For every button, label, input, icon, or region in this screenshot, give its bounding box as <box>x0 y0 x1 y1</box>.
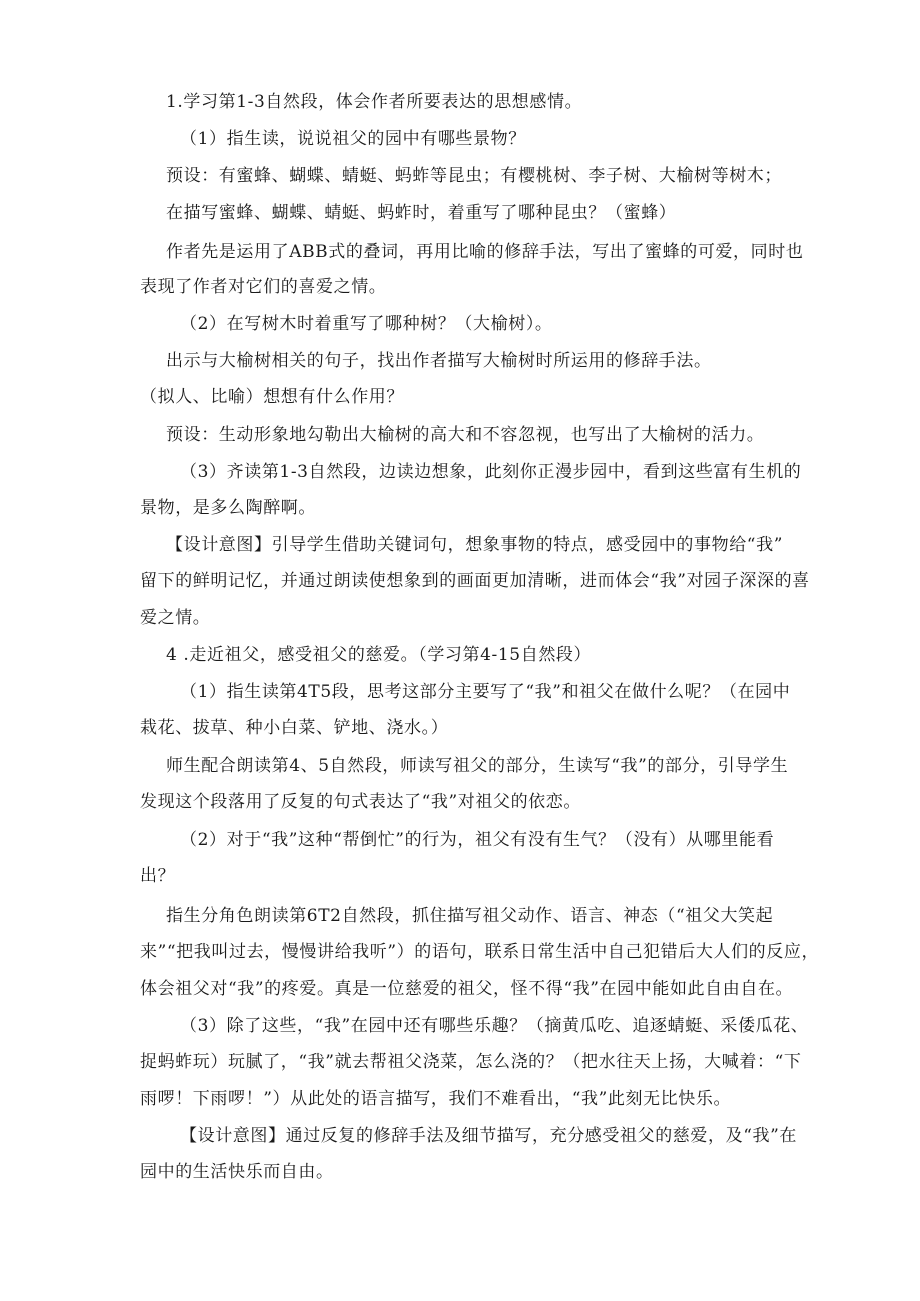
text-line: 预设：生动形象地勾勒出大榆树的高大和不容忽视，也写出了大榆树的活力。 <box>166 425 765 445</box>
text-line: 园中的生活快乐而自由。 <box>140 1162 334 1182</box>
text-line: 爱之情。 <box>140 608 211 628</box>
text-line: 发现这个段落用了反复的句式表达了“我”对祖父的依恋。 <box>140 792 581 812</box>
text-line: 预设：有蜜蜂、蝴蝶、蜻蜓、蚂蚱等昆虫；有樱桃树、李子树、大榆树等树木； <box>166 166 782 186</box>
text-line: 指生分角色朗读第6T2自然段，抓住描写祖父动作、语言、神态（“祖父大笑起 <box>166 906 774 926</box>
text-line: 出？ <box>140 866 176 886</box>
text-line: 体会祖父对“我”的疼爱。真是一位慈爱的祖父，怪不得“我”在园中能如此自由自在。 <box>140 979 794 999</box>
text-line: 4 .走近祖父，感受祖父的慈爱。（学习第4-15自然段） <box>166 645 592 665</box>
text-line: 【设计意图】引导学生借助关键词句，想象事物的特点，感受园中的事物给“我” <box>166 535 783 555</box>
text-line: 作者先是运用了ABB式的叠词，再用比喻的修辞手法，写出了蜜蜂的可爱，同时也 <box>166 242 804 262</box>
text-line: 留下的鲜明记忆，并通过朗读使想象到的画面更加清晰，进而体会“我”对园子深深的喜 <box>140 571 810 591</box>
text-line: （1）指生读，说说祖父的园中有哪些景物？ <box>180 129 526 149</box>
text-line: 栽花、拔草、种小白菜、铲地、浇水。） <box>140 718 449 738</box>
text-line: 表现了作者对它们的喜爱之情。 <box>140 277 387 297</box>
text-line: 雨啰！下雨啰！”）从此处的语言描写，我们不难看出，“我”此刻无比快乐。 <box>140 1089 732 1109</box>
text-line: （3）除了这些，“我”在园中还有哪些乐趣？（摘黄瓜吃、追逐蜻蜓、采倭瓜花、 <box>180 1016 809 1036</box>
text-line: 出示与大榆树相关的句子，找出作者描写大榆树时所运用的修辞手法。 <box>166 351 712 371</box>
text-line: （拟人、比喻）想想有什么作用？ <box>140 387 404 407</box>
text-line: （2）在写树木时着重写了哪种树？（大榆树）。 <box>180 314 553 334</box>
text-line: 捉蚂蚱玩）玩腻了，“我”就去帮祖父浇菜，怎么浇的？（把水往天上扬，大喊着：“下 <box>140 1052 802 1072</box>
text-line: 【设计意图】通过反复的修辞手法及细节描写，充分感受祖父的慈爱，及“我”在 <box>180 1126 797 1146</box>
text-line: 来”“把我叫过去，慢慢讲给我听”）的语句，联系日常生活中自己犯错后大人们的反应， <box>140 942 820 962</box>
text-line: （3）齐读第1-3自然段，边读边想象，此刻你正漫步园中，看到这些富有生机的 <box>180 462 802 482</box>
text-line: 1.学习第1-3自然段，体会作者所要表达的思想感情。 <box>166 92 583 112</box>
text-line: 景物，是多么陶醉啊。 <box>140 498 316 518</box>
text-line: （2）对于“我”这种“帮倒忙”的行为，祖父有没有生气？（没有）从哪里能看 <box>180 830 775 850</box>
text-line: 师生配合朗读第4、5自然段，师读写祖父的部分，生读写“我”的部分，引导学生 <box>166 756 789 776</box>
text-line: 在描写蜜蜂、蝴蝶、蜻蜓、蚂蚱时，着重写了哪种昆虫？（蜜蜂） <box>166 203 677 223</box>
text-line: （1）指生读第4T5段，思考这部分主要写了“我”和祖父在做什么呢？（在园中 <box>180 682 791 702</box>
